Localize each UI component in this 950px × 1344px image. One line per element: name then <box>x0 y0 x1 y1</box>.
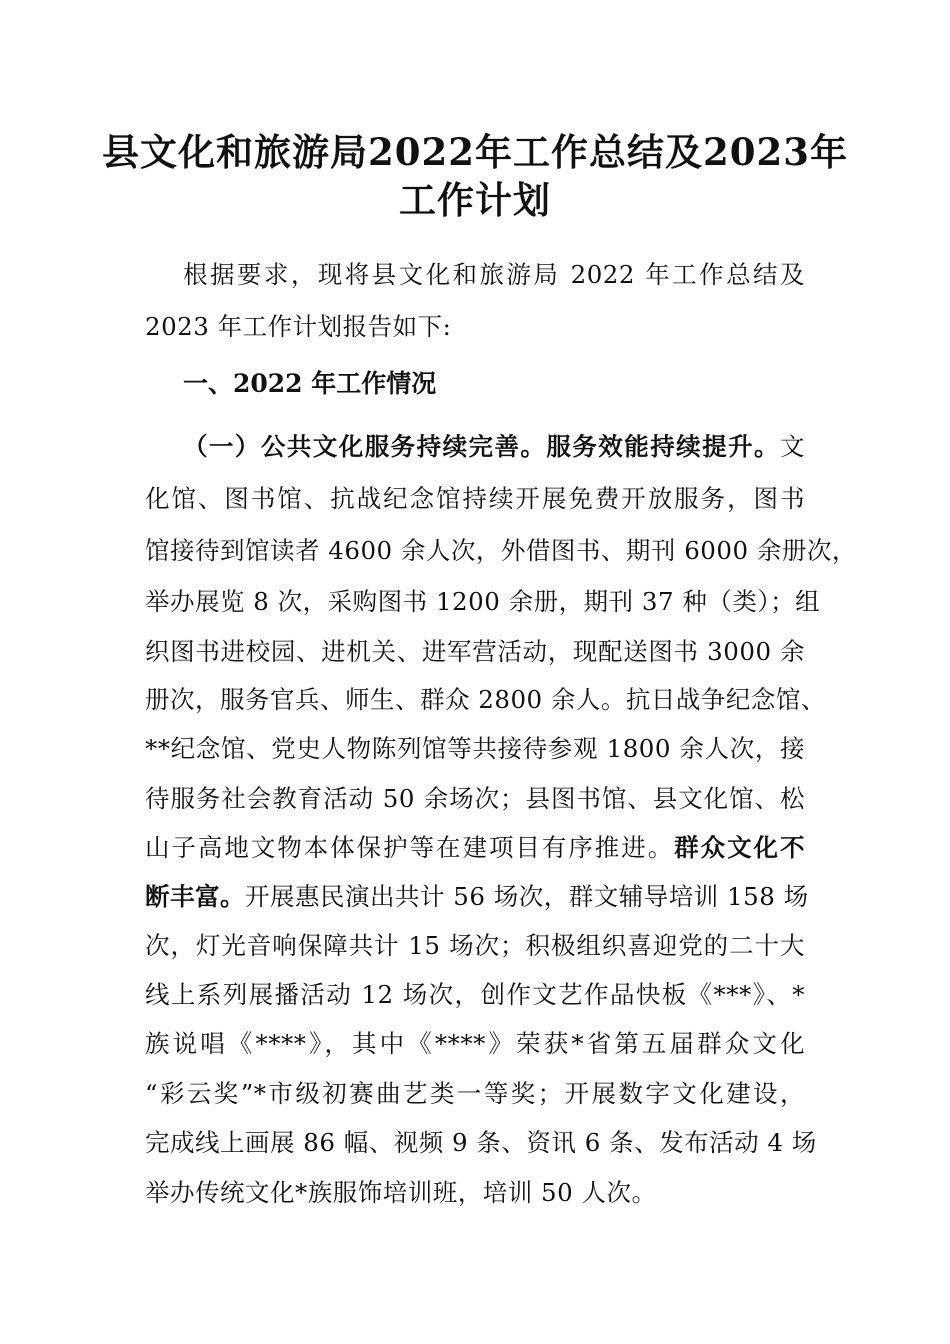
paragraph-line: 化馆、图书馆、抗战纪念馆持续开展免费开放服务，图书 <box>145 484 805 513</box>
section-heading: 一、2022 年工作情况 <box>183 369 437 398</box>
paragraph-line: 完成线上画展 86 幅、视频 9 条、资讯 6 条、发布活动 4 场 <box>145 1128 817 1157</box>
inline-heading: 群众文化不 <box>674 833 806 862</box>
paragraph-text: 文 <box>780 432 805 461</box>
paragraph-line: 待服务社会教育活动 50 余场次；县图书馆、县文化馆、松 <box>145 784 805 813</box>
paragraph-line: **纪念馆、党史人物陈列馆等共接待参观 1800 余人次，接 <box>145 734 805 763</box>
paragraph-line: 馆接待到馆读者 4600 余人次，外借图书、期刊 6000 余册次， <box>145 536 857 565</box>
paragraph-line: 织图书进校园、进机关、进军营活动，现配送图书 3000 余 <box>145 637 805 666</box>
subsection-heading: （一）公共文化服务持续完善。服务效能持续提升。 <box>183 432 780 461</box>
inline-heading: 断丰富。 <box>145 882 245 911</box>
paragraph-line: 族说唱《****》，其中《****》荣获*省第五届群众文化 <box>145 1029 805 1058</box>
paragraph-line: 次，灯光音响保障共计 15 场次；积极组织喜迎党的二十大 <box>145 931 805 960</box>
paragraph-line <box>145 880 809 914</box>
paragraph-line: 举办传统文化*族服饰培训班，培训 50 人次。 <box>145 1178 657 1207</box>
document-title-line1: 县文化和旅游局2022年工作总结及2023年 <box>102 130 848 174</box>
paragraph-line <box>183 430 805 464</box>
paragraph-line <box>145 831 805 865</box>
intro-line-2: 2023 年工作计划报告如下: <box>145 312 452 341</box>
paragraph-text: 开展惠民演出共计 56 场次，群文辅导培训 158 场 <box>245 882 809 911</box>
paragraph-line: 举办展览 8 次，采购图书 1200 余册，期刊 37 种（类）；组 <box>145 587 821 616</box>
paragraph-line: 线上系列展播活动 12 场次，创作文艺作品快板《***》、* <box>145 980 805 1009</box>
document-title-line2: 工作计划 <box>399 178 551 222</box>
paragraph-text: 山子高地文物本体保护等在建项目有序推进。 <box>145 833 675 862</box>
paragraph-line: “彩云奖”*市级初赛曲艺类一等奖；开展数字文化建设， <box>145 1079 805 1108</box>
intro-line-1: 根据要求，现将县文化和旅游局 2022 年工作总结及 <box>183 260 805 289</box>
paragraph-line: 册次，服务官兵、师生、群众 2800 余人。抗日战争纪念馆、 <box>145 685 826 714</box>
